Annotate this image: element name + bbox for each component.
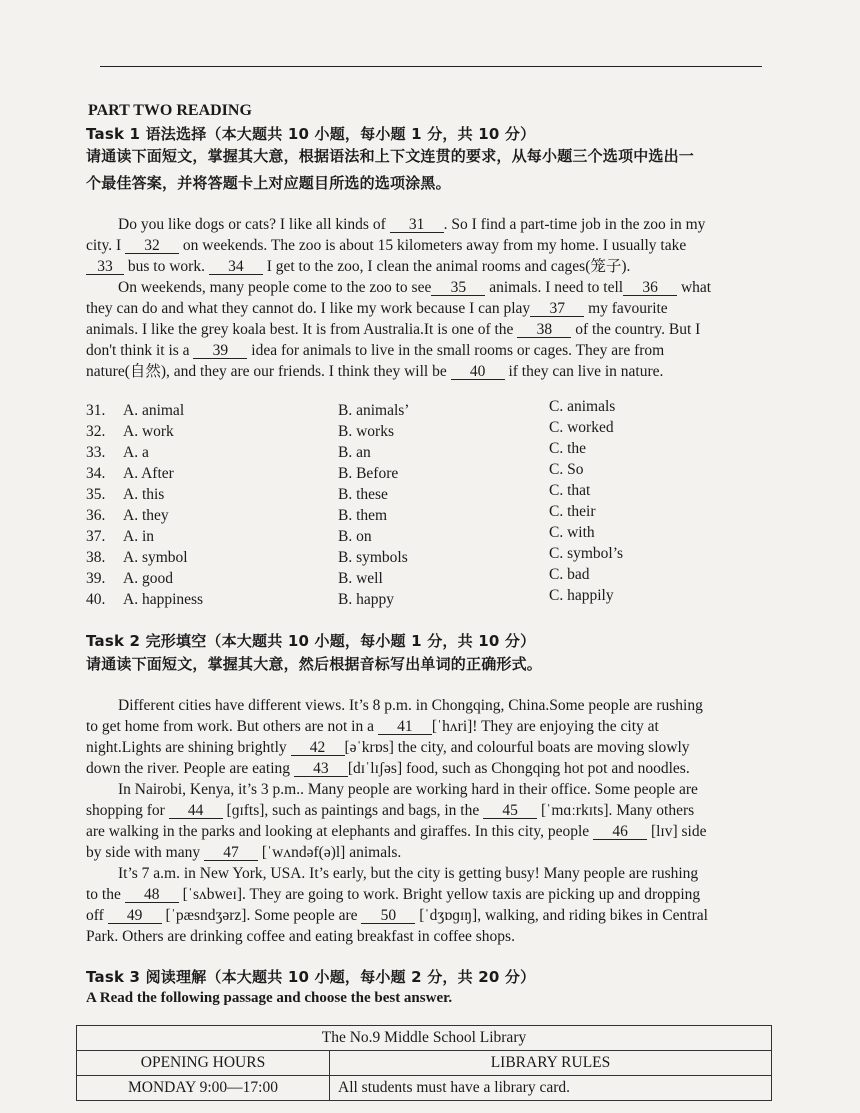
blank-50: 50 bbox=[361, 908, 415, 924]
header-rule bbox=[100, 66, 762, 67]
task3-subtitle: A Read the following passage and choose the best answer. bbox=[86, 990, 453, 1006]
task1-instruction-line1: 请通读下面短文，掌握其大意，根据语法和上下文连贯的要求，从每小题三个选项中选出一 bbox=[86, 147, 695, 165]
p1-line bbox=[86, 236, 686, 257]
option-c: C. So bbox=[549, 461, 584, 478]
p1-line bbox=[86, 362, 663, 383]
task3-title: Task 3 阅读理解（本大题共 10 小题，每小题 2 分，共 20 分） bbox=[86, 968, 536, 986]
option-c: C. symbol’s bbox=[549, 545, 624, 562]
task2-title: Task 2 完形填空（本大题共 10 小题，每小题 1 分，共 10 分） bbox=[86, 632, 536, 650]
blank-43: 43 bbox=[294, 761, 348, 777]
text: of the country. But I bbox=[571, 321, 701, 338]
option-b: B. on bbox=[338, 528, 372, 545]
p2-line bbox=[86, 801, 694, 822]
p2-line: It’s 7 a.m. in New York, USA. It’s early, but the city is getting busy! Many people are rushing bbox=[118, 865, 699, 882]
blank-40: 40 bbox=[451, 364, 505, 380]
text: On weekends, many people come to the zoo to see bbox=[118, 279, 432, 296]
p2-line: Different cities have different views. It’s 8 p.m. in Chongqing, China.Some people are rushing bbox=[118, 697, 703, 714]
col-library-rules: LIBRARY RULES bbox=[330, 1051, 772, 1076]
option-num: 36. bbox=[86, 507, 106, 524]
blank-45: 45 bbox=[483, 803, 537, 819]
p2-line: Park. Others are drinking coffee and eating breakfast in coffee shops. bbox=[86, 928, 515, 945]
table-row bbox=[77, 1051, 772, 1076]
option-a: A. a bbox=[123, 444, 149, 461]
p2-line bbox=[86, 759, 690, 780]
option-c: C. with bbox=[549, 524, 595, 541]
blank-38: 38 bbox=[517, 322, 571, 338]
text: are walking in the parks and looking at elephants and giraffes. In this city, people bbox=[86, 823, 594, 840]
option-num: 37. bbox=[86, 528, 106, 545]
text: my favourite bbox=[584, 300, 668, 317]
option-num: 38. bbox=[86, 549, 106, 566]
task2-instruction: 请通读下面短文，掌握其大意，然后根据音标写出单词的正确形式。 bbox=[86, 655, 543, 673]
option-a: A. work bbox=[123, 423, 174, 440]
blank-35: 35 bbox=[431, 280, 485, 296]
col-opening-hours: OPENING HOURS bbox=[77, 1051, 330, 1076]
text: [ˈwʌndəf(ə)l] animals. bbox=[257, 844, 402, 861]
option-num: 33. bbox=[86, 444, 106, 461]
option-num: 35. bbox=[86, 486, 106, 503]
table-row bbox=[77, 1026, 772, 1051]
option-b: B. these bbox=[338, 486, 388, 503]
p1-line bbox=[86, 320, 700, 341]
text: down the river. People are eating bbox=[86, 760, 294, 777]
p2-line bbox=[86, 885, 700, 906]
blank-47: 47 bbox=[204, 845, 258, 861]
option-c: C. bad bbox=[549, 566, 590, 583]
p1-line bbox=[118, 278, 711, 299]
option-num: 31. bbox=[86, 402, 106, 419]
p1-line bbox=[118, 215, 705, 236]
option-num: 40. bbox=[86, 591, 106, 608]
text: they can do and what they cannot do. I like my work because I can play bbox=[86, 300, 531, 317]
text: nature(自然), and they are our friends. I think they will be bbox=[86, 363, 451, 380]
text: night.Lights are shining brightly bbox=[86, 739, 291, 756]
blank-39: 39 bbox=[193, 343, 247, 359]
blank-41: 41 bbox=[378, 719, 432, 735]
option-b: B. them bbox=[338, 507, 388, 524]
text: [ˈpæsndʒərz]. Some people are bbox=[161, 907, 362, 924]
p2-line bbox=[86, 843, 401, 864]
text: on weekends. The zoo is about 15 kilometers away from my home. I usually take bbox=[179, 237, 687, 254]
option-b: B. symbols bbox=[338, 549, 408, 566]
library-rule-cell: All students must have a library card. bbox=[330, 1076, 772, 1101]
option-c: C. their bbox=[549, 503, 596, 520]
option-b: B. well bbox=[338, 570, 383, 587]
blank-48: 48 bbox=[125, 887, 179, 903]
text: [ɡɪfts], such as paintings and bags, in the bbox=[222, 802, 484, 819]
option-c: C. worked bbox=[549, 419, 614, 436]
option-c: C. the bbox=[549, 440, 587, 457]
table-row bbox=[77, 1076, 772, 1101]
text: idea for animals to live in the small rooms or cages. They are from bbox=[247, 342, 665, 359]
text: city. I bbox=[86, 237, 126, 254]
p1-line bbox=[86, 341, 664, 362]
option-num: 32. bbox=[86, 423, 106, 440]
task1-title: Task 1 语法选择（本大题共 10 小题，每小题 1 分，共 10 分） bbox=[86, 125, 536, 143]
blank-36: 36 bbox=[623, 280, 677, 296]
part-title: PART TWO READING bbox=[88, 102, 252, 119]
option-b: B. animals’ bbox=[338, 402, 410, 419]
text: what bbox=[677, 279, 712, 296]
blank-32: 32 bbox=[125, 238, 179, 254]
p1-line bbox=[86, 299, 668, 320]
blank-49: 49 bbox=[108, 908, 162, 924]
text: Do you like dogs or cats? I like all kinds of bbox=[118, 216, 390, 233]
text: . So I find a part-time job in the zoo in my bbox=[443, 216, 706, 233]
option-num: 34. bbox=[86, 465, 106, 482]
p1-line bbox=[86, 257, 630, 278]
library-table bbox=[76, 1025, 772, 1101]
blank-37: 37 bbox=[530, 301, 584, 317]
text: off bbox=[86, 907, 108, 924]
option-c: C. animals bbox=[549, 398, 616, 415]
option-a: A. in bbox=[123, 528, 154, 545]
blank-42: 42 bbox=[291, 740, 345, 756]
text: shopping for bbox=[86, 802, 169, 819]
option-b: B. works bbox=[338, 423, 394, 440]
option-c: C. happily bbox=[549, 587, 614, 604]
text: if they can live in nature. bbox=[504, 363, 664, 380]
text: [ˈsʌbweɪ]. They are going to work. Bright yellow taxis are picking up and dropping bbox=[178, 886, 701, 903]
option-num: 39. bbox=[86, 570, 106, 587]
task1-instruction-line2: 个最佳答案，并将答题卡上对应题目所选的选项涂黑。 bbox=[86, 174, 451, 192]
text: [əˈkrɒs] the city, and colourful boats are moving slowly bbox=[344, 739, 690, 756]
blank-31: 31 bbox=[390, 217, 444, 233]
text: bus to work. bbox=[124, 258, 209, 275]
option-a: A. they bbox=[123, 507, 169, 524]
text: [dɪˈlɪʃəs] food, such as Chongqing hot pot and noodles. bbox=[347, 760, 690, 777]
text: [ˈmɑːrkɪts]. Many others bbox=[537, 802, 695, 819]
option-a: A. this bbox=[123, 486, 165, 503]
option-a: A. animal bbox=[123, 402, 185, 419]
text: [lɪv] side bbox=[647, 823, 707, 840]
p2-line bbox=[86, 906, 708, 927]
p2-line bbox=[86, 717, 659, 738]
option-b: B. Before bbox=[338, 465, 399, 482]
option-a: A. good bbox=[123, 570, 173, 587]
p2-line bbox=[86, 738, 690, 759]
text: by side with many bbox=[86, 844, 204, 861]
library-title: The No.9 Middle School Library bbox=[77, 1026, 772, 1051]
text: to get home from work. But others are not in a bbox=[86, 718, 378, 735]
p2-line bbox=[86, 822, 706, 843]
option-b: B. happy bbox=[338, 591, 394, 608]
blank-44: 44 bbox=[169, 803, 223, 819]
blank-46: 46 bbox=[593, 824, 647, 840]
blank-34: 34 bbox=[209, 259, 263, 275]
text: animals. I need to tell bbox=[485, 279, 624, 296]
text: don't think it is a bbox=[86, 342, 194, 359]
option-c: C. that bbox=[549, 482, 591, 499]
option-a: A. happiness bbox=[123, 591, 204, 608]
option-a: A. symbol bbox=[123, 549, 188, 566]
option-b: B. an bbox=[338, 444, 371, 461]
opening-hours-cell: MONDAY 9:00—17:00 bbox=[77, 1076, 330, 1101]
option-a: A. After bbox=[123, 465, 174, 482]
text: to the bbox=[86, 886, 125, 903]
text: I get to the zoo, I clean the animal rooms and cages(笼子). bbox=[262, 258, 631, 275]
text: [ˈhʌri]! They are enjoying the city at bbox=[431, 718, 659, 735]
text: [ˈdʒɒɡɪŋ], walking, and riding bikes in Central bbox=[415, 907, 708, 924]
blank-33: 33 bbox=[86, 259, 124, 275]
p2-line: In Nairobi, Kenya, it’s 3 p.m.. Many people are working hard in their office. Some people are bbox=[118, 781, 698, 798]
text: animals. I like the grey koala best. It is from Australia.It is one of the bbox=[86, 321, 518, 338]
